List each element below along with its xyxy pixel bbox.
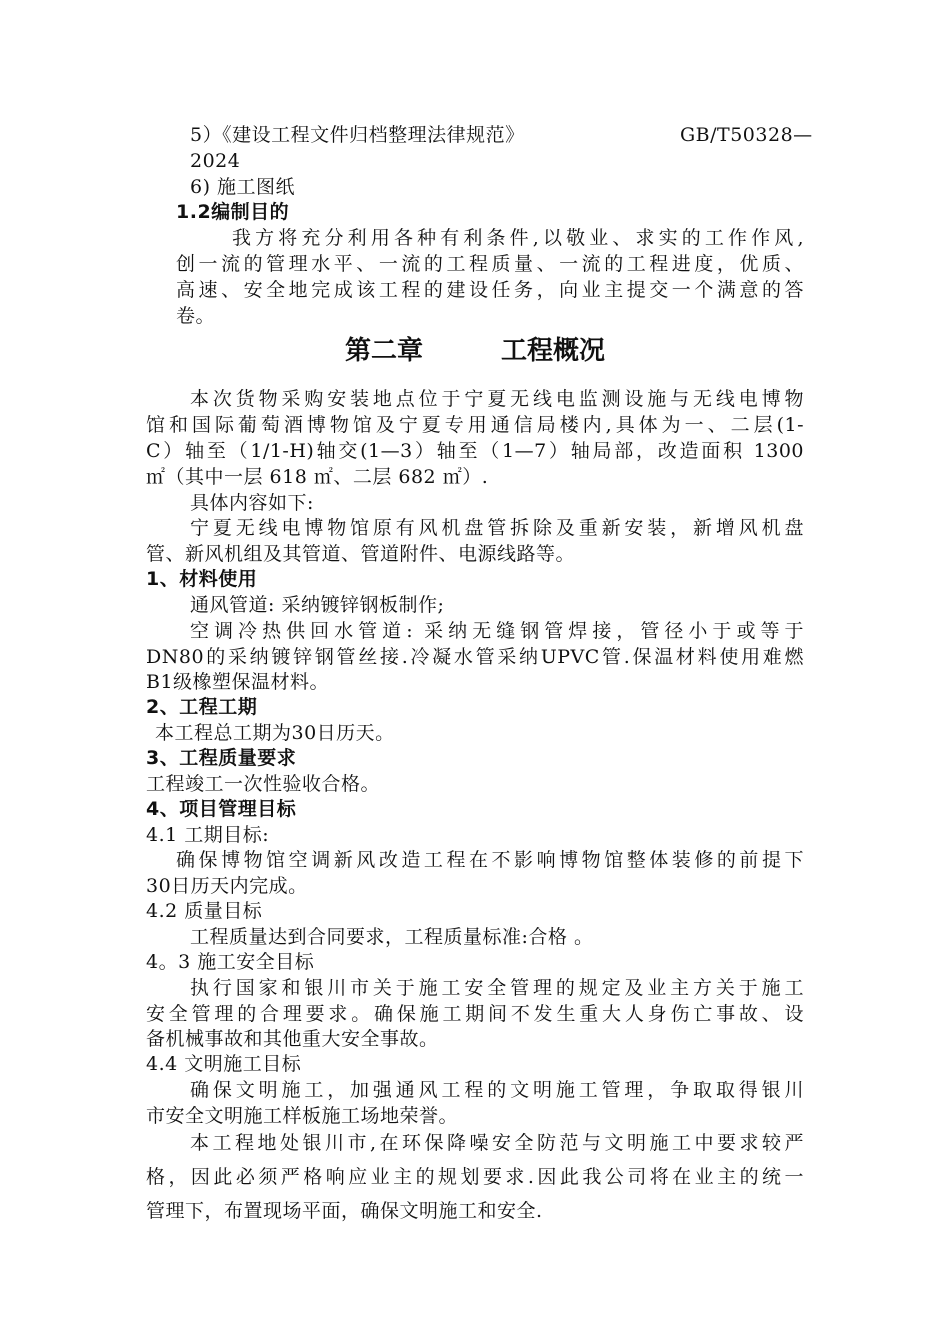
section-heading-1: 1、材料使用 — [146, 568, 258, 590]
paragraph-line: 管理下，布置现场平面，确保文明施工和安全. — [146, 1200, 543, 1222]
paragraph-line: 工程竣工一次性验收合格。 — [146, 773, 381, 795]
paragraph-line: 通风管道: 采纳镀锌钢板制作; — [190, 594, 445, 616]
reference-item-5-code: GB/T50328— — [680, 124, 813, 146]
paragraph-line: 馆和国际葡萄酒博物馆及宁夏专用通信局楼内,具体为一、二层(1- — [146, 414, 804, 436]
reference-item-5-year: 2024 — [190, 150, 241, 172]
chapter-title: 第二章 工程概况 — [344, 336, 605, 366]
subsection-heading-4-2: 4.2 质量目标 — [146, 900, 263, 922]
paragraph-line: 备机械事故和其他重大安全事故。 — [146, 1028, 439, 1050]
paragraph-line: 本工程总工期为30日历天。 — [155, 722, 395, 744]
reference-item-6: 6) 施工图纸 — [190, 176, 296, 198]
paragraph-line: 具体内容如下: — [190, 492, 314, 514]
subsection-heading-4-3: 4。3 施工安全目标 — [146, 951, 315, 973]
paragraph-line: DN80的采纳镀锌钢管丝接.冷凝水管采纳UPVC管.保温材料使用难燃 — [146, 646, 804, 668]
paragraph-line: 市安全文明施工样板施工场地荣誉。 — [146, 1105, 459, 1127]
paragraph-line: 执行国家和银川市关于施工安全管理的规定及业主方关于施工 — [190, 977, 804, 999]
section-heading-2: 2、工程工期 — [146, 696, 258, 718]
subsection-heading-4-1: 4.1 工期目标: — [146, 824, 270, 846]
section-heading-4: 4、项目管理目标 — [146, 798, 297, 820]
paragraph-line: 空调冷热供回水管道: 采纳无缝钢管焊接，管径小于或等于 — [190, 620, 804, 642]
paragraph-line: 本工程地处银川市,在环保降噪安全防范与文明施工中要求较严 — [190, 1132, 804, 1154]
paragraph-line: C）轴至（1/1-H)轴交(1—3）轴至（1—7）轴局部，改造面积 1300 — [146, 440, 804, 462]
section-heading-3: 3、工程质量要求 — [146, 747, 297, 769]
paragraph-line: ㎡（其中一层 618 ㎡、二层 682 ㎡）. — [146, 466, 489, 488]
paragraph-line: 本次货物采购安装地点位于宁夏无线电监测设施与无线电博物 — [190, 388, 804, 410]
reference-item-5: 5）《建设工程文件归档整理法律规范》 — [190, 124, 525, 146]
paragraph-line: 创一流的管理水平、一流的工程质量、一流的工程进度，优质、 — [176, 253, 804, 275]
paragraph-line: 确保文明施工，加强通风工程的文明施工管理，争取取得银川 — [190, 1079, 804, 1101]
paragraph-line: 确保博物馆空调新风改造工程在不影响博物馆整体装修的前提下 — [176, 849, 804, 871]
paragraph-line: 安全管理的合理要求。确保施工期间不发生重大人身伤亡事故、设 — [146, 1003, 804, 1025]
paragraph-line: 宁夏无线电博物馆原有风机盘管拆除及重新安装，新增风机盘 — [190, 517, 804, 539]
paragraph-line: 工程质量达到合同要求，工程质量标准:合格 。 — [190, 926, 594, 948]
paragraph-line: 管、新风机组及其管道、管道附件、电源线路等。 — [146, 543, 576, 565]
subsection-heading-4-4: 4.4 文明施工目标 — [146, 1053, 302, 1075]
paragraph-line: 卷。 — [176, 305, 216, 327]
paragraph-line: 我方将充分利用各种有利条件,以敬业、求实的工作作风, — [232, 227, 804, 249]
section-heading-1-2: 1.2编制目的 — [176, 201, 290, 223]
paragraph-line: 30日历天内完成。 — [146, 875, 308, 897]
paragraph-line: 高速、安全地完成该工程的建设任务，向业主提交一个满意的答 — [176, 279, 804, 301]
paragraph-line: 格，因此必须严格响应业主的规划要求.因此我公司将在业主的统一 — [146, 1166, 804, 1188]
paragraph-line: B1级橡塑保温材料。 — [146, 671, 330, 693]
